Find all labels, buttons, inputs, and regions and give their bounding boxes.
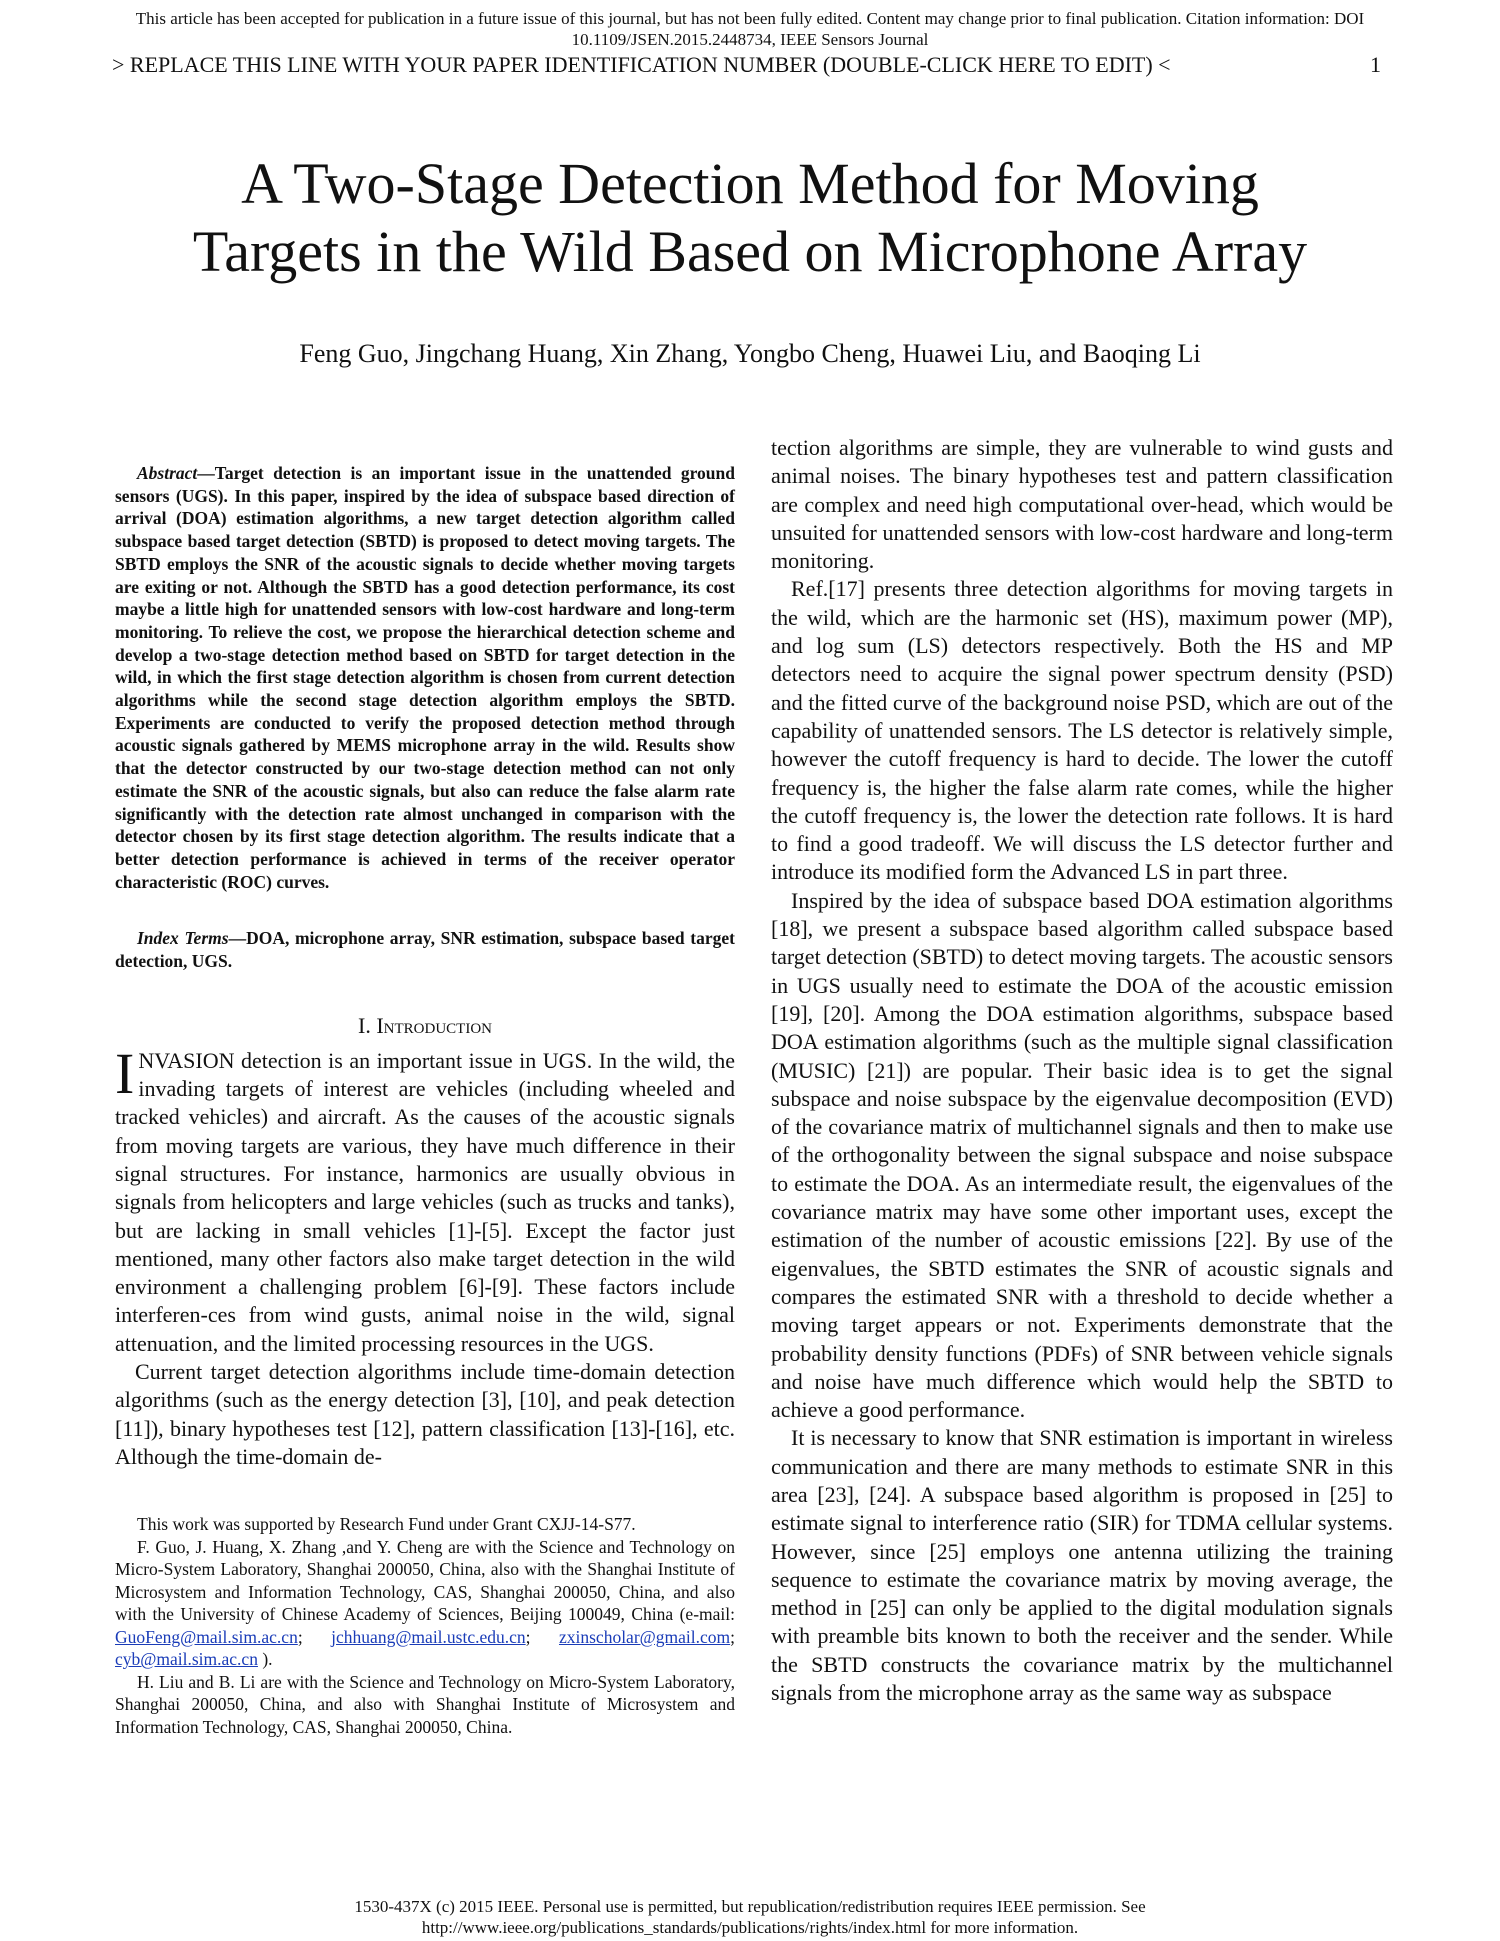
email-link-zxinscholar[interactable]: zxinscholar@gmail.com [558, 1626, 731, 1647]
right-paragraph-4: It is necessary to know that SNR estimation is important in wireless communication and there are many methods to estimate SNR in this area [23], [24]. A subspace based algorithm is proposed in [25] to estimate signal to interference ratio (SIR) for TDMA cellular systems. However, since [25] employs one antenna utilizing the training sequence to estimate the covariance matrix by moving average, the method in [25] can only be applied to the digital modulation signals with preamble bits known to both the receiver and the sender. While the SBTD constructs the covariance matrix by the multichannel signals from the microphone array as the same way as subspace [771, 1425, 1393, 1706]
footnote-affiliation-2: H. Liu and B. Li are with the Science and Technology on Micro-System Laboratory, Shanghai 200050, China, and also with Shanghai Institute of Microsystem and Information Technology, CAS, Shanghai 200050, China. [115, 1671, 735, 1737]
intro-paragraph-1 [115, 1040, 735, 1358]
intro-paragraph-2: Current target detection algorithms include time-domain detection algorithms (such as the energy detection [3], [10], and peak detection [11]), binary hypotheses test [12], pattern classification [13]-[16], etc. Although the time-domain de- [115, 1359, 735, 1469]
email-link-guofeng[interactable]: GuoFeng@mail.sim.ac.cn [115, 1626, 298, 1647]
footnote-funding: This work was supported by Research Fund under Grant CXJJ-14-S77. [137, 1514, 636, 1535]
abstract-text: —Target detection is an important issue in the unattended ground sensors (UGS). In this paper, inspired by the idea of subspace based direction of arrival (DOA) estimation algorithms, a new target detection algorithm called subspace based target detection (SBTD) is proposed to detect moving targets. The SBTD employs the SNR of the acoustic signals to decide whether moving targets are exiting or not. Although the SBTD has a good detection performance, its cost maybe a little high for unattended sensors with low-cost hardware and long-term monitoring. To relieve the cost, we propose the hierarchical detection scheme and develop a two-stage detection method based on SBTD for target detection in the wild, in which the first stage detection algorithm is chosen from current detection algorithms while the second stage detection algorithm employs the SBTD. Experiments are conducted to verify the proposed detection method through acoustic signals gathered by MEMS microphone array in the wild. Results show that the detector constructed by our two-stage detection method can not only estimate the SNR of the acoustic signals, but also can reduce the false alarm rate significantly with the detection rate almost unchanged in comparison with the detector chosen by its first stage detection algorithm. The results indicate that a better detection performance is achieved in terms of the receiver operator characteristic (ROC) curves. [115, 463, 735, 892]
title-line-2: Targets in the Wild Based on Microphone Array [192, 219, 1308, 284]
abstract-label: Abstract [137, 463, 198, 483]
index-terms-text: —DOA, microphone array, SNR estimation, subspace based target detection, UGS. [115, 928, 735, 972]
publication-notice [0, 8, 1500, 50]
left-column [115, 462, 735, 1738]
index-terms-label: Index Terms [137, 928, 229, 949]
footnote-affiliation-1-end: ). [257, 1649, 273, 1670]
drop-cap: I [115, 1040, 135, 1106]
email-link-cyb[interactable]: cyb@mail.sim.ac.cn [115, 1649, 258, 1670]
footer-line-1: 1530-437X (c) 2015 IEEE. Personal use is permitted, but republication/redistribution requires IEEE permission. See [354, 1897, 1146, 1916]
section-heading-introduction: I. Introduction [358, 1012, 492, 1038]
page-number: 1 [1370, 52, 1381, 77]
right-column [771, 434, 1393, 1707]
right-paragraph-1: tection algorithms are simple, they are vulnerable to wind gusts and animal noises. The binary hypotheses test and pattern classification are complex and need high computational over-head, which would be unsuited for unattended sensors with low-cost hardware and long-term monitoring. [771, 435, 1393, 574]
copyright-footer [0, 1896, 1500, 1938]
intro-paragraph-1-text: NVASION detection is an important issue in UGS. In the wild, the invading targets of interest are vehicles (including wheeled and tracked vehicles) and aircraft. As the causes of the acoustic signals from moving targets are various, they have much difference in their signal structures. For instance, harmonics are usually obvious in signals from helicopters and large vehicles (such as trucks and tanks), but are lacking in small vehicles [1]-[5]. Except the factor just mentioned, many other factors also make target detection in the wild environment a challenging problem [6]-[9]. These factors include interferen-ces from wind gusts, animal noise in the wild, signal attenuation, and the limited processing resources in the UGS. [115, 1047, 735, 1356]
index-terms [115, 927, 735, 972]
paper-title [100, 150, 1400, 286]
running-header: > REPLACE THIS LINE WITH YOUR PAPER IDENTIFICATION NUMBER (DOUBLE-CLICK HERE TO EDIT) < [112, 52, 1171, 77]
right-paragraph-3: Inspired by the idea of subspace based DOA estimation algorithms [18], we present a subspace based algorithm called subspace based target detection (SBTD) to detect moving targets. The acoustic sensors in UGS usually need to estimate the DOA of the acoustic emission [19], [20]. Among the DOA estimation algorithms, subspace based DOA estimation algorithms (such as the multiple signal classification (MUSIC) [21]) are popular. Their basic idea is to get the signal subspace and noise subspace by the eigenvalue decomposition (EVD) of the covariance matrix of multichannel signals and then to make use of the orthogonality between the signal subspace and noise subspace to estimate the DOA. As an intermediate result, the eigenvalues of the covariance matrix may have some other important uses, except the estimation of the number of acoustic emissions [22]. By use of the eigenvalues, the SBTD estimates the SNR of acoustic signals and compares the estimated SNR with a threshold to decide whether a moving target appears or not. Experiments demonstrate that the probability density functions (PDFs) of SNR between vehicle signals and noise have much difference which would help the SBTD to achieve a good performance. [771, 887, 1393, 1423]
title-line-1: A Two-Stage Detection Method for Moving [241, 151, 1259, 216]
footnote-affiliation-1: F. Guo, J. Huang, X. Zhang ,and Y. Cheng are with the Science and Technology on Micro-System Laboratory, Shanghai 200050, China, also with the Shanghai Institute of Microsystem and Information Technology, CAS, Shanghai 200050, China, and also with the University of Chinese Academy of Sciences, Beijing 100049, China (e-mail: GuoFeng@mail.sim.ac.cn; jchhuang@mail.ustc.edu.cn; zxinscholar@gmail.com; cyb@mail.sim.ac.cn ). [115, 1536, 735, 1670]
abstract [115, 462, 735, 893]
notice-line-2: 10.1109/JSEN.2015.2448734, IEEE Sensors Journal [571, 30, 929, 49]
footer-line-2: http://www.ieee.org/publications_standards/publications/rights/index.html for more information. [421, 1918, 1079, 1937]
right-paragraph-2: Ref.[17] presents three detection algorithms for moving targets in the wild, which are the harmonic set (HS), maximum power (MP), and log sum (LS) detectors respectively. Both the HS and MP detectors need to acquire the signal power spectrum density (PSD) and the fitted curve of the background noise PSD, which are out of the capability of unattended sensors. The LS detector is relatively simple, however the cutoff frequency is hard to decide. The lower the cutoff frequency is, the higher the false alarm rate comes, while the higher the cutoff frequency is, the lower the detection rate follows. It is hard to find a good tradeoff. We will discuss the LS detector further and introduce its modified form the Advanced LS in part three. [771, 576, 1393, 885]
notice-line-1: This article has been accepted for publication in a future issue of this journal, but has not been fully edited. Content may change prior to final publication. Citation information: DOI [135, 9, 1365, 28]
email-link-jchhuang[interactable]: jchhuang@mail.ustc.edu.cn [331, 1626, 526, 1647]
footnote-affiliation-1-text: F. Guo, J. Huang, X. Zhang ,and Y. Cheng are with the Science and Technology on Micro-System Laboratory, Shanghai 200050, China, also with the Shanghai Institute of Microsystem and Information Technology, CAS, Shanghai 200050, China, and also with the University of Chinese Academy of Sciences, Beijing 100049, China (e-mail: [115, 1536, 735, 1625]
author-list: Feng Guo, Jingchang Huang, Xin Zhang, Yongbo Cheng, Huawei Liu, and Baoqing Li [299, 339, 1201, 368]
footnotes [115, 1513, 735, 1738]
